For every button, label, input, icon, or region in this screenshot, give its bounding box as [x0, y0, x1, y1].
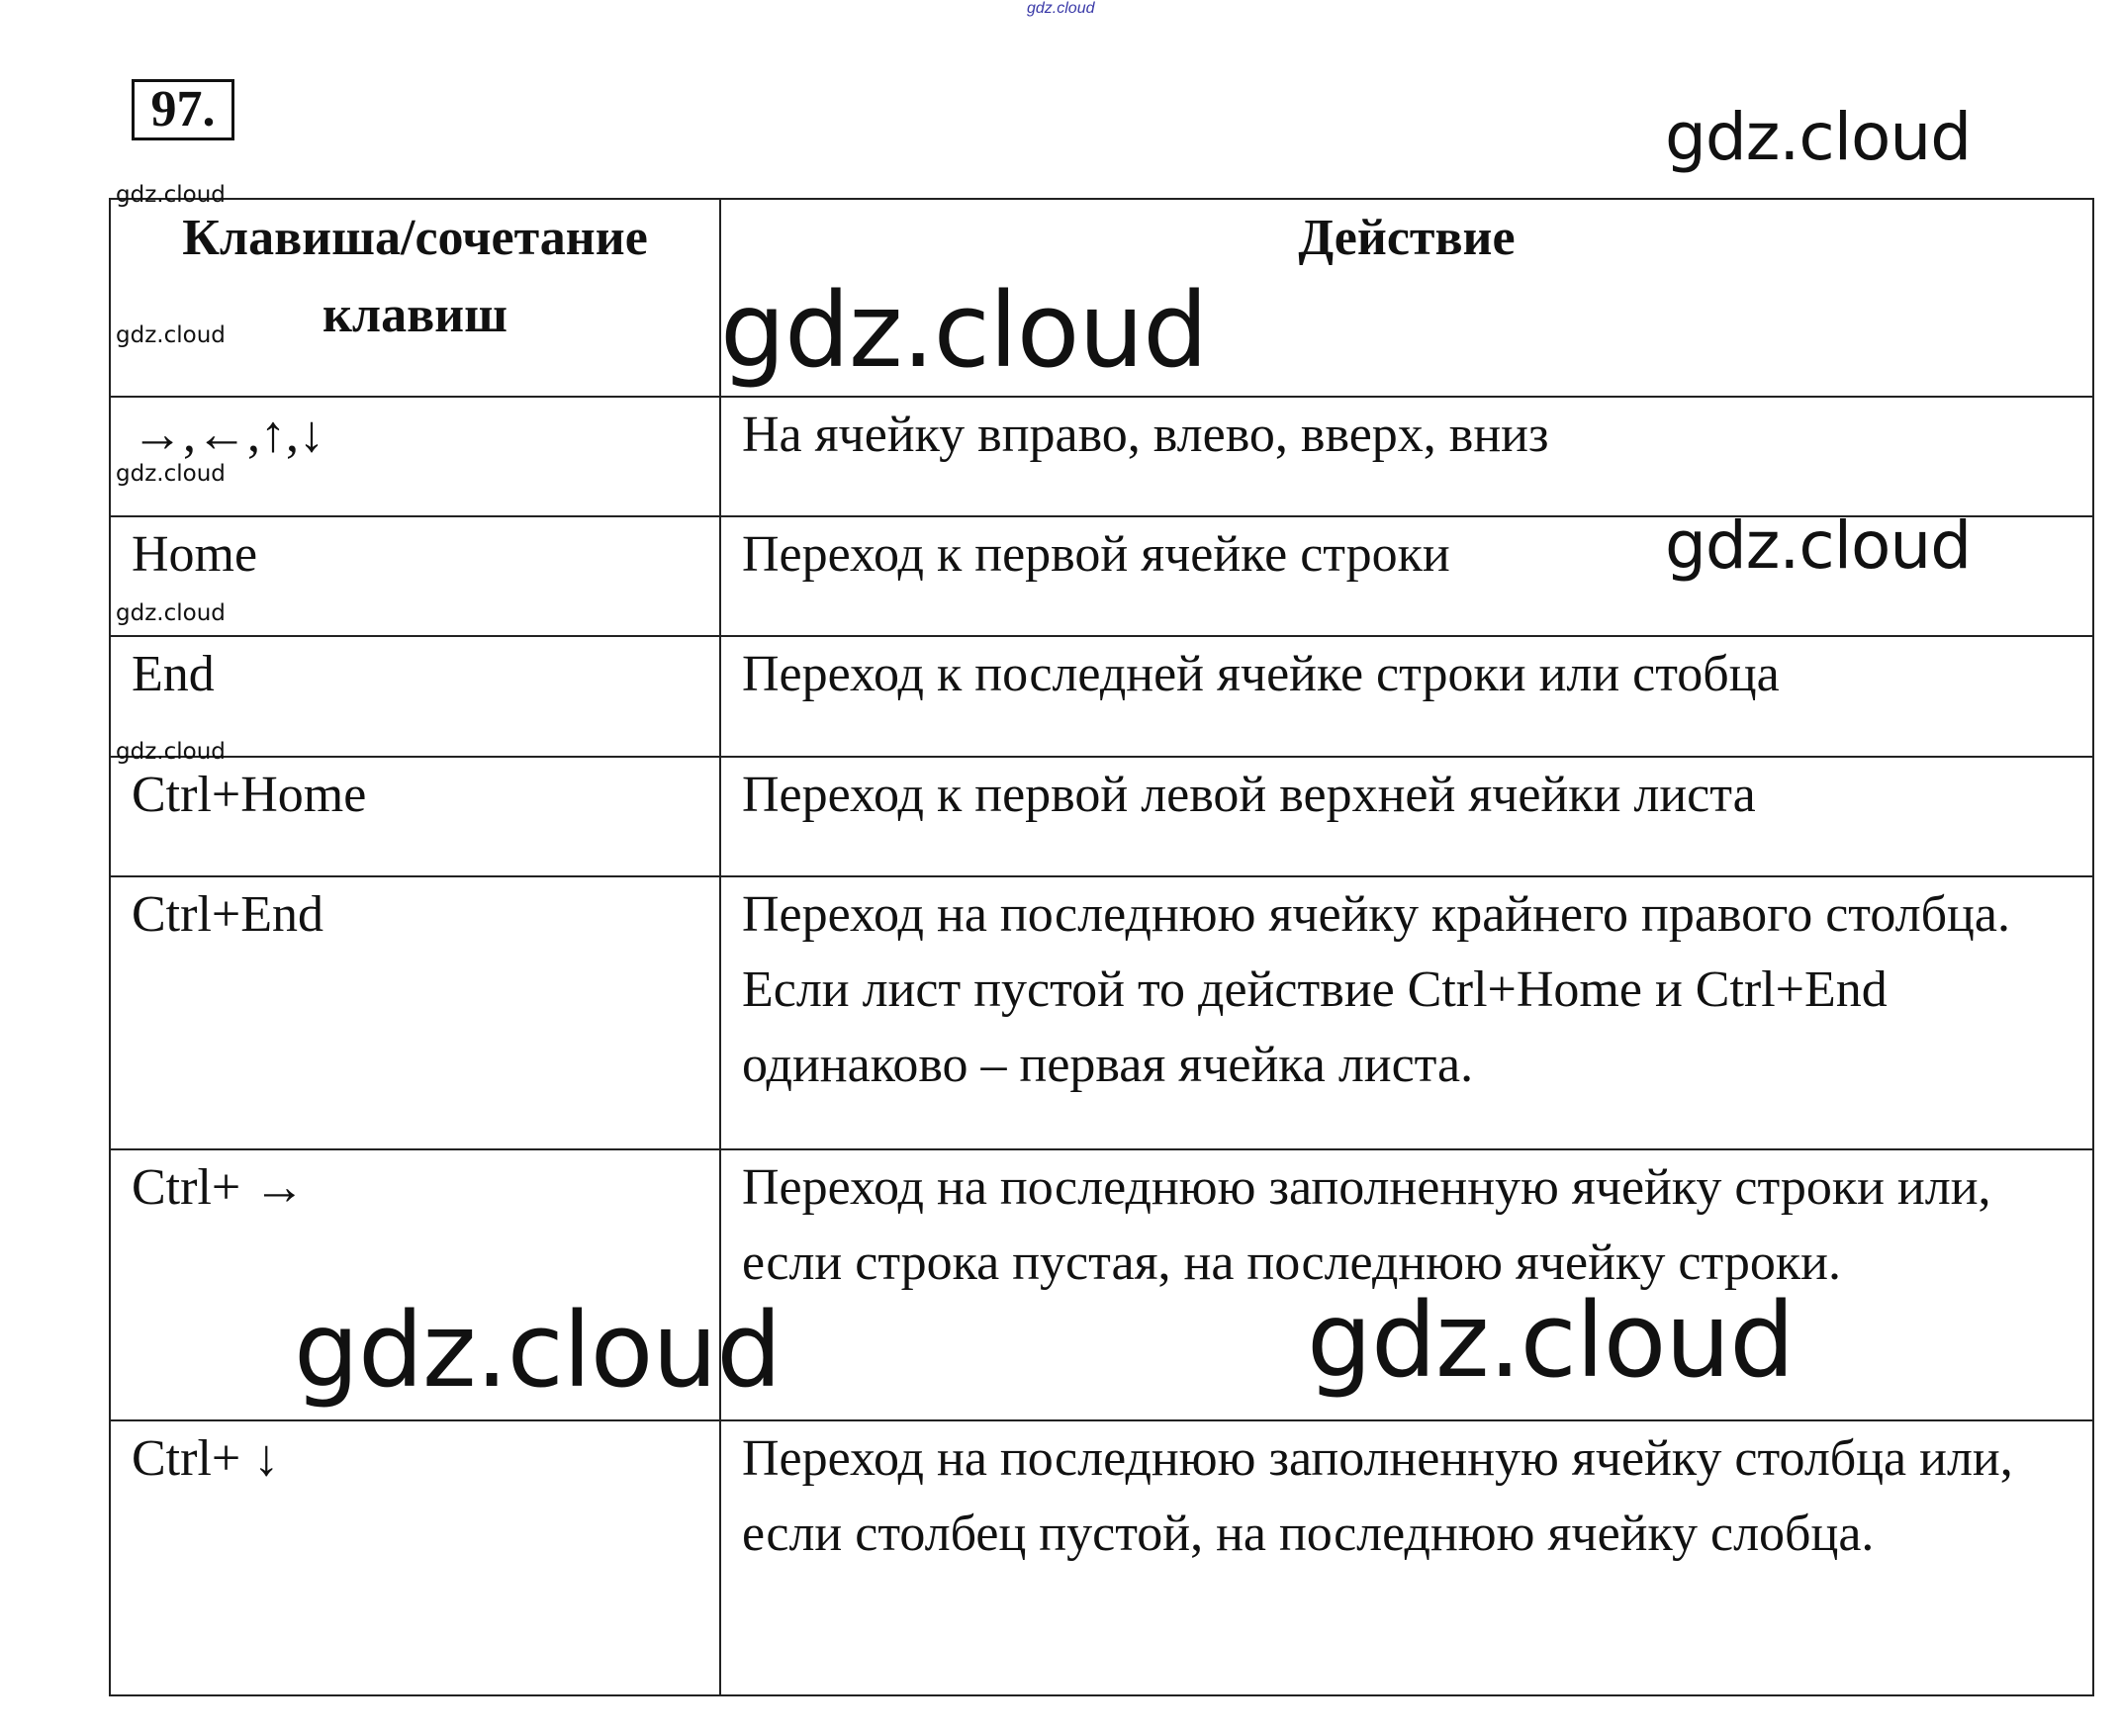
column-header-key: Клавиша/сочетание клавиш	[110, 199, 720, 397]
watermark: gdz.cloud	[294, 1290, 782, 1411]
action-cell: Переход к первой левой верхней ячейки листа	[720, 757, 2093, 876]
key-cell: Ctrl+ ↓	[110, 1420, 720, 1695]
action-cell: На ячейку вправо, влево, вверх, вниз	[720, 397, 2093, 516]
action-cell: Переход на последнюю ячейку крайнего правого столбца. Если лист пустой то действие Ctrl+Home и Ctrl+End одинаково – первая ячейка листа.	[720, 876, 2093, 1149]
watermark: gdz.cloud	[116, 182, 226, 208]
watermark: gdz.cloud	[1665, 99, 1972, 175]
key-cell: End	[110, 636, 720, 757]
watermark: gdz.cloud	[116, 461, 226, 487]
key-cell: Ctrl+Home	[110, 757, 720, 876]
key-cell: →,←,↑,↓	[110, 397, 720, 516]
watermark: gdz.cloud	[116, 739, 226, 765]
action-cell: Переход на последнюю заполненную ячейку столбца или, если столбец пустой, на последнюю ячейку слобца.	[720, 1420, 2093, 1695]
key-cell: Home	[110, 516, 720, 636]
key-cell: Ctrl+ →	[110, 1149, 720, 1420]
watermark: gdz.cloud	[1665, 507, 1972, 584]
watermark: gdz.cloud	[1307, 1280, 1795, 1401]
action-cell: Переход на последнюю заполненную ячейку строки или, если строка пустая, на последнюю ячейку строки.	[720, 1149, 2093, 1420]
watermark: gdz.cloud	[116, 322, 226, 348]
key-cell: Ctrl+End	[110, 876, 720, 1149]
watermark: gdz.cloud	[116, 600, 226, 626]
table-row	[110, 1420, 2093, 1695]
action-cell: Переход к последней ячейке строки или стобца	[720, 636, 2093, 757]
table-row	[110, 397, 2093, 516]
watermark: gdz.cloud	[720, 270, 1208, 391]
header-watermark: gdz.cloud	[1027, 0, 1095, 17]
table-row	[110, 876, 2093, 1149]
key-shortcuts-table	[109, 198, 2094, 1696]
table-row	[110, 636, 2093, 757]
task-number: 97.	[132, 79, 234, 140]
action-cell: Переход к первой ячейке строки	[720, 516, 2093, 636]
column-header-action: Действие	[720, 199, 2093, 397]
table-row	[110, 757, 2093, 876]
